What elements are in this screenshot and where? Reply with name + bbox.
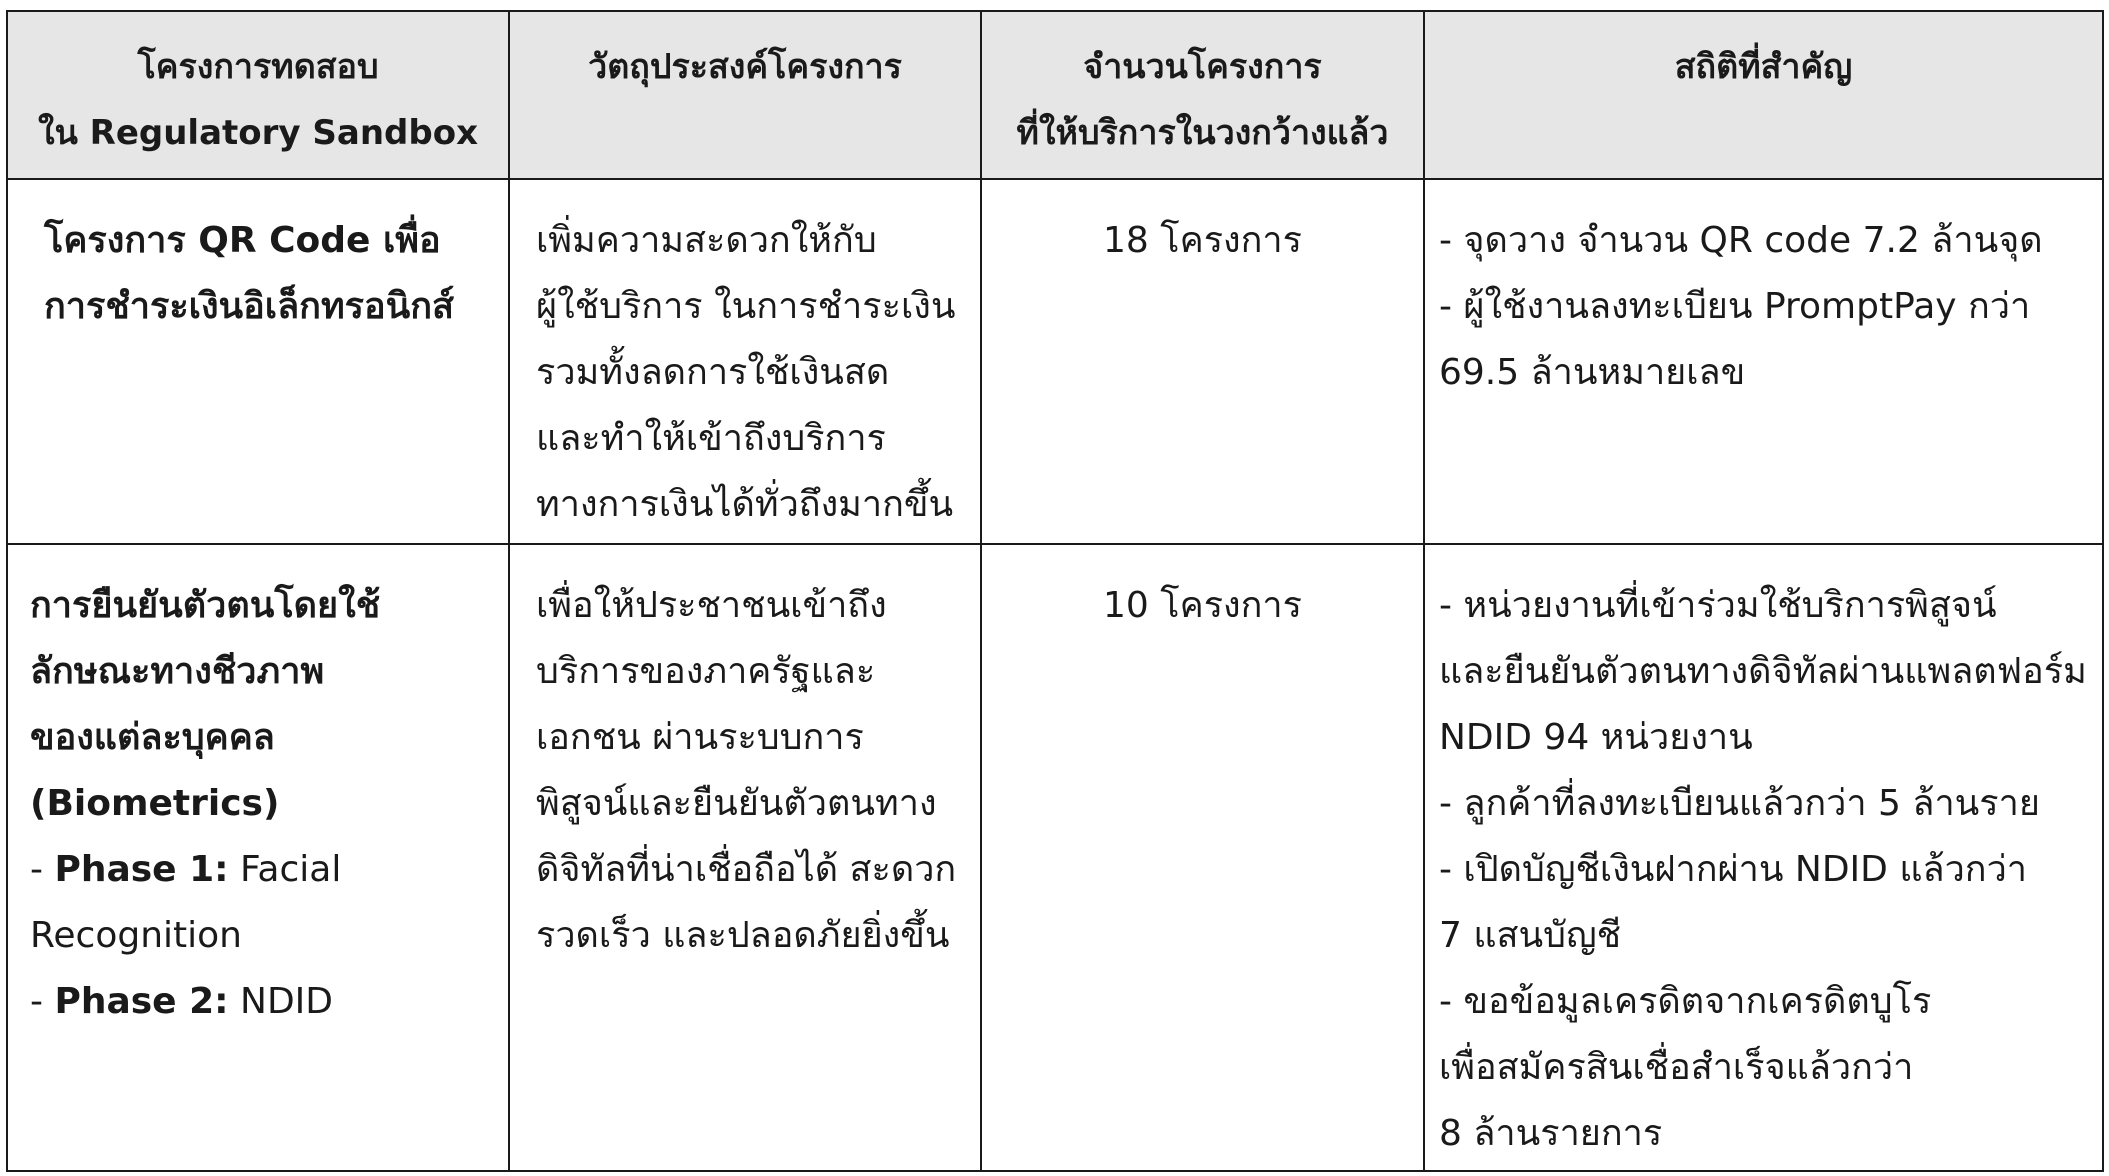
project-cell <box>7 179 509 544</box>
stat-line: - หน่วยงานที่เข้าร่วมใช้บริการพิสูจน์ <box>1439 585 1997 626</box>
stat-line: - ขอข้อมูลเครดิตจากเครดิตบูโร <box>1439 981 1932 1022</box>
header-count <box>981 11 1424 179</box>
objective-line: บริการของภาครัฐและ <box>536 651 876 692</box>
header-stats <box>1424 11 2103 179</box>
table-header <box>7 11 2103 179</box>
objective-line: เพื่อให้ประชาชนเข้าถึง <box>536 585 887 626</box>
objective-line: เอกชน ผ่านระบบการ <box>536 717 864 758</box>
stats-cell <box>1424 544 2103 1171</box>
count-cell <box>981 544 1424 1171</box>
stat-line: - ลูกค้าที่ลงทะเบียนแล้วกว่า 5 ล้านราย <box>1439 783 2040 824</box>
project-cell <box>7 544 509 1171</box>
stat-line: 69.5 ล้านหมายเลข <box>1439 352 1746 393</box>
project-line: (Biometrics) <box>30 783 280 824</box>
objective-line: และทำให้เข้าถึงบริการ <box>536 418 886 459</box>
stat-line: และยืนยันตัวตนทางดิจิทัลผ่านแพลตฟอร์ม <box>1439 651 2087 692</box>
header-count-line-2: ที่ให้บริการในวงกว้างแล้ว <box>1016 113 1389 153</box>
project-line: ลักษณะทางชีวภาพ <box>30 651 325 692</box>
project-count: 10 โครงการ <box>1103 585 1302 626</box>
project-count: 18 โครงการ <box>1103 220 1302 261</box>
table-body <box>7 179 2103 1171</box>
stats-cell <box>1424 179 2103 544</box>
header-stats-line-1: สถิติที่สำคัญ <box>1674 47 1853 87</box>
stat-line: เพื่อสมัครสินเชื่อสำเร็จแล้วกว่า <box>1439 1047 1914 1088</box>
stat-line: - จุดวาง จำนวน QR code 7.2 ล้านจุด <box>1439 220 2043 261</box>
phase-label: Phase 2: <box>54 981 229 1022</box>
phase-1-continuation: Recognition <box>30 915 242 956</box>
stat-line: - เปิดบัญชีเงินฝากผ่าน NDID แล้วกว่า <box>1439 849 2028 890</box>
stat-line: NDID 94 หน่วยงาน <box>1439 717 1753 758</box>
objective-line: พิสูจน์และยืนยันตัวตนทาง <box>536 783 937 824</box>
stat-line: 8 ล้านรายการ <box>1439 1113 1663 1154</box>
header-project-line-1: โครงการทดสอบ <box>137 47 379 87</box>
header-row <box>7 11 2103 179</box>
header-objective-line-1: วัตถุประสงค์โครงการ <box>588 47 902 87</box>
phase-prefix: - <box>30 981 55 1022</box>
header-project <box>7 11 509 179</box>
phase-2-line <box>30 969 498 1035</box>
project-line: การยืนยันตัวตนโดยใช้ <box>30 585 381 626</box>
phase-value: NDID <box>228 981 334 1022</box>
objective-line: รวดเร็ว และปลอดภัยยิ่งขึ้น <box>536 915 950 956</box>
phase-1-line <box>30 837 498 903</box>
project-line: โครงการ QR Code เพื่อ <box>44 220 441 261</box>
header-count-line-1: จำนวนโครงการ <box>1083 47 1322 87</box>
header-objective <box>509 11 981 179</box>
stat-line: - ผู้ใช้งานลงทะเบียน PromptPay กว่า <box>1439 286 2031 327</box>
objective-cell <box>509 544 981 1171</box>
objective-line: เพิ่มความสะดวกให้กับ <box>536 220 877 261</box>
sandbox-projects-table <box>6 10 2104 1172</box>
header-project-line-2: ใน Regulatory Sandbox <box>37 113 479 153</box>
table-row-biometrics <box>7 544 2103 1171</box>
table-row-qr-code <box>7 179 2103 544</box>
phase-label: Phase 1: <box>54 849 229 890</box>
objective-line: ผู้ใช้บริการ ในการชำระเงิน <box>536 286 956 327</box>
project-line: การชำระเงินอิเล็กทรอนิกส์ <box>44 286 455 327</box>
objective-line: รวมทั้งลดการใช้เงินสด <box>536 352 890 393</box>
count-cell <box>981 179 1424 544</box>
objective-line: ดิจิทัลที่น่าเชื่อถือได้ สะดวก <box>536 849 957 890</box>
phase-value: Facial <box>228 849 342 890</box>
stat-line: 7 แสนบัญชี <box>1439 915 1622 956</box>
objective-line: ทางการเงินได้ทั่วถึงมากขึ้น <box>536 484 954 525</box>
objective-cell <box>509 179 981 544</box>
phase-prefix: - <box>30 849 55 890</box>
project-line: ของแต่ละบุคคล <box>30 717 275 758</box>
